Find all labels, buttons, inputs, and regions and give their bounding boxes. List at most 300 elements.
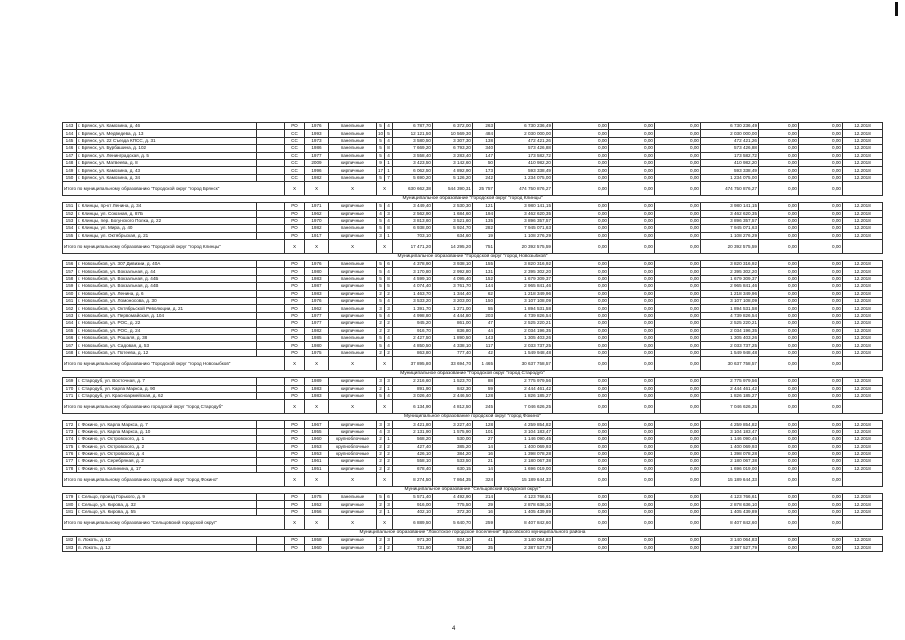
table-cell [257,544,285,551]
table-cell: 4 [385,342,393,349]
table-cell: 12.2018 [843,450,883,457]
table-cell: РО [285,334,305,341]
table-cell [257,385,285,392]
table-cell: 1 146 090,45 [495,436,553,443]
group-heading-row [63,487,883,494]
table-cell: 0,00 [799,342,843,349]
table-cell: 3 107 108,09 [495,298,553,305]
table-cell: 0,00 [655,210,701,217]
table-cell: 3 [385,421,393,428]
table-cell: 2 [385,544,393,551]
table-cell: 836,80 [433,327,473,334]
table-cell: 0,00 [609,428,655,435]
table-row [63,123,883,130]
table-cell: 0,00 [553,261,609,268]
table-cell: 1976 [305,123,329,130]
table-cell: 12.2018 [843,392,883,399]
subtotal-z5: 0,00 [799,240,843,254]
table-cell: 12.2018 [843,225,883,232]
table-cell [257,174,285,181]
table-cell: 1962 [305,210,329,217]
table-cell: 384,20 [433,450,473,457]
table-cell: г. Клинцы, ул. Мира, д. 40 [77,225,257,232]
group-heading: Муниципальное образование городской округ "город Фокино" [63,414,883,421]
table-cell: 150 [63,174,77,181]
table-cell: 0,00 [553,275,609,282]
table-cell: 0,00 [759,305,799,312]
table-cell: СС [285,159,305,166]
table-cell: 0,00 [799,501,843,508]
table-cell: 0,00 [553,465,609,472]
housing-register-table [62,122,883,552]
table-cell: 891,90 [393,385,433,392]
table-cell: 6 730 236,49 [495,123,553,130]
table-cell: 2 [385,450,393,457]
table-cell: 1960 [305,436,329,443]
table-cell [257,494,285,501]
table-cell: 0,00 [799,305,843,312]
subtotal-area: 630 662,38 [393,182,433,196]
table-cell: 0,00 [759,275,799,282]
table-cell: 634,60 [433,232,473,239]
table-cell: г. Брянск, ул. Медведева, д. 13 [77,130,257,137]
table-cell: 1 549 948,48 [495,349,553,356]
table-row [63,145,883,152]
table-cell: 160 [63,290,77,297]
table-cell: 3 140 064,83 [701,537,759,544]
table-cell: 4 739 826,54 [495,312,553,319]
table-cell: 2 180 067,38 [701,458,759,465]
table-cell: кирпичные [329,508,377,515]
table-cell: панельные [329,261,377,268]
table-cell: 138 [473,137,495,144]
table-cell: 1958 [305,537,329,544]
table-cell: 0,00 [655,508,701,515]
table-cell: 1 400 069,93 [701,443,759,450]
table-cell: 1976 [305,298,329,305]
table-cell: 12.2018 [843,312,883,319]
table-cell: 3 107 108,09 [701,298,759,305]
table-cell: 4 [385,312,393,319]
table-cell: 12.2018 [843,537,883,544]
table-cell: 5 [377,392,385,399]
table-cell: 8 [385,275,393,282]
table-cell [257,320,285,327]
table-cell: панельные [329,275,377,282]
table-cell: 0,00 [759,290,799,297]
table-cell: 1953 [305,443,329,450]
subtotal-label: Итого по муниципальному образованию "Городской округ "город Клинцы" [63,240,285,254]
table-cell: 484 [473,130,495,137]
table-cell: кирпичные [329,232,377,239]
table-cell: 1 [385,232,393,239]
table-cell: 1 826 185,27 [701,392,759,399]
table-cell: 1953 [305,450,329,457]
table-cell: 178 [63,465,77,472]
table-cell: РО [285,210,305,217]
table-cell: 12.2018 [843,261,883,268]
table-cell: 5 [377,123,385,130]
table-cell: 4 [385,217,393,224]
table-cell: г. Брянск, ул. Камозина, д. 43 [77,167,257,174]
group-heading-row [63,414,883,421]
table-cell: 678,40 [393,465,433,472]
table-cell: СС [285,137,305,144]
table-cell: 0,00 [553,494,609,501]
table-cell: 44 [473,327,495,334]
table-cell: 2 [377,443,385,450]
table-cell: 0,00 [799,298,843,305]
table-cell: РО [285,494,305,501]
table-cell: 0,00 [759,145,799,152]
table-cell: 6 [385,494,393,501]
document-sheet [62,122,882,552]
subtotal-x3: X [329,182,377,196]
table-cell: 166 [63,334,77,341]
table-cell: 152 [63,210,77,217]
table-cell: 5 924,70 [433,225,473,232]
table-cell: 1996 [305,167,329,174]
table-cell: 0,00 [609,232,655,239]
table-cell: 12.2018 [843,130,883,137]
table-cell [257,145,285,152]
table-cell: 0,00 [799,428,843,435]
table-cell: г. Фокино, ул. Островского, д. 1 [77,436,257,443]
table-cell: 4 739 826,54 [701,312,759,319]
table-cell: 2 [385,320,393,327]
table-cell: кирпичные [329,298,377,305]
table-cell: 2 030 000,00 [701,130,759,137]
table-cell [257,342,285,349]
table-cell: 1971 [305,203,329,210]
subtotal-cost2: 20 392 575,59 [701,240,759,254]
table-cell: 0,00 [553,174,609,181]
table-cell: РО [285,450,305,457]
table-cell: 3 980 141,15 [495,203,553,210]
table-cell: 1 549 948,48 [701,349,759,356]
table-cell: 4 [377,210,385,217]
table-cell: 12.2018 [843,320,883,327]
table-cell: кирпичные [329,342,377,349]
table-cell: 4 492,90 [433,494,473,501]
table-cell: 1975 [305,494,329,501]
subtotal-cost2: 7 046 626,25 [701,400,759,414]
table-cell: 0,00 [609,342,655,349]
table-cell: РО [285,458,305,465]
table-cell: 0,00 [655,320,701,327]
table-cell: 945,20 [393,320,433,327]
table-cell: 6 787,70 [393,123,433,130]
table-cell: 0,00 [759,320,799,327]
table-cell: 1 398 078,28 [495,450,553,457]
table-cell: 1 400 069,93 [495,443,553,450]
table-cell: 0,00 [799,508,843,515]
subtotal-z2: 0,00 [609,473,655,487]
table-cell: 2 [377,320,385,327]
table-cell [257,275,285,282]
table-cell: РО [285,537,305,544]
subtotal-area2: 14 295,20 [433,240,473,254]
table-cell: 842,30 [433,385,473,392]
table-cell [257,225,285,232]
table-cell: 145 [63,137,77,144]
table-cell: 472 421,26 [701,137,759,144]
table-cell: 3 104 183,47 [495,428,553,435]
subtotal-z3: 0,00 [655,182,701,196]
table-cell [257,537,285,544]
table-cell: РО [285,436,305,443]
table-cell: 0,00 [553,537,609,544]
table-cell: 0,00 [799,421,843,428]
table-cell: 0,00 [799,458,843,465]
table-cell: 0,00 [553,305,609,312]
table-cell: 2 [377,458,385,465]
table-cell: 1961 [305,458,329,465]
table-cell: 161 [63,298,77,305]
subtotal-area: 37 895,80 [393,357,433,371]
table-cell: 4 [385,123,393,130]
subtotal-empty [843,240,883,254]
table-cell: 3 449,40 [393,203,433,210]
table-cell [257,283,285,290]
table-cell: 5 571,40 [393,494,433,501]
table-cell: 0,00 [655,167,701,174]
table-cell: 2 [385,349,393,356]
table-row [63,130,883,137]
table-cell: 0,00 [655,378,701,385]
subtotal-empty [843,182,883,196]
table-cell: кирпичные [329,385,377,392]
table-cell: 0,00 [553,544,609,551]
subtotal-x4: X [377,400,393,414]
table-cell: 0,00 [799,320,843,327]
table-cell: 135 [473,217,495,224]
table-cell: 0,00 [655,334,701,341]
table-cell: 2 [377,465,385,472]
table-cell: 0,00 [609,436,655,443]
table-cell: 0,00 [759,167,799,174]
table-cell: 0,00 [759,450,799,457]
table-cell: панельные [329,349,377,356]
table-cell: РО [285,443,305,450]
table-cell: 5 [377,145,385,152]
table-cell: кирпичные [329,217,377,224]
table-cell: 42 [473,349,495,356]
table-cell: 3 [377,232,385,239]
table-cell: г. Фокино, ул. Калинина, д. 17 [77,465,257,472]
table-cell: 12.2018 [843,298,883,305]
subtotal-x2: X [305,473,329,487]
table-cell: 3 283,40 [433,152,473,159]
table-cell: 159 [63,283,77,290]
table-cell: 0,00 [655,450,701,457]
table-cell [257,312,285,319]
table-cell: 12.2018 [843,436,883,443]
table-cell: 2 [377,544,385,551]
table-cell: 0,00 [759,392,799,399]
table-cell: 0,00 [759,465,799,472]
table-cell: 1970 [305,217,329,224]
table-cell: 1977 [305,320,329,327]
table-cell: 4 444,80 [433,312,473,319]
subtotal-empty [843,516,883,530]
table-cell: 0,00 [609,320,655,327]
table-cell: 0,00 [609,378,655,385]
table-cell: 410 982,20 [701,159,759,166]
table-cell: 8 [385,145,393,152]
table-cell: г. Новозыбков, ул. 307 Дивизии, д. 40А [77,261,257,268]
table-cell: 0,00 [759,443,799,450]
table-cell: 1987 [305,283,329,290]
table-cell: 0,00 [759,544,799,551]
table-cell: 175 [63,443,77,450]
table-cell: 924,10 [433,537,473,544]
table-cell: 427,40 [393,443,433,450]
table-cell: 5 [377,334,385,341]
table-cell: 0,00 [759,385,799,392]
table-cell: 0,00 [609,137,655,144]
table-cell: 14 [473,465,495,472]
subtotal-z3: 0,00 [655,516,701,530]
table-cell: РО [285,428,305,435]
table-cell: 0,00 [609,298,655,305]
table-row [63,174,883,181]
table-cell: 0,00 [655,494,701,501]
table-cell: 2 [377,327,385,334]
table-cell: 0,00 [553,268,609,275]
table-cell: 1 894 531,58 [495,305,553,312]
table-cell: 12.2018 [843,378,883,385]
table-cell: крупноблочные [329,436,377,443]
table-cell: 27 [473,436,495,443]
table-cell: РО [285,305,305,312]
table-cell: 12.2018 [843,203,883,210]
subtotal-z2: 0,00 [609,182,655,196]
table-row [63,305,883,312]
table-cell: 6 793,20 [433,145,473,152]
table-cell: 1952 [305,501,329,508]
group-heading-row [63,254,883,261]
table-cell: 5 [385,130,393,137]
subtotal-z1: 0,00 [553,240,609,254]
table-cell: 0,00 [553,385,609,392]
table-cell: 0,00 [553,378,609,385]
table-cell: 0,00 [799,312,843,319]
table-cell: 0,00 [799,334,843,341]
table-cell: 12.2018 [843,283,883,290]
table-cell: 0,00 [609,443,655,450]
table-cell: 55 [473,305,495,312]
table-cell: 1 826 185,27 [495,392,553,399]
table-row [63,210,883,217]
table-cell: 41 [473,537,495,544]
subtotal-z2: 0,00 [609,516,655,530]
subtotal-x2: X [305,240,329,254]
table-cell: 2 [377,385,385,392]
table-cell: 3 938,10 [433,261,473,268]
table-cell [257,210,285,217]
table-cell: 12.2018 [843,334,883,341]
table-cell: панельные [329,145,377,152]
table-cell: 5 [377,152,385,159]
table-cell: 0,00 [609,508,655,515]
table-cell [257,436,285,443]
table-cell: 12.2018 [843,123,883,130]
table-cell: 156 [63,261,77,268]
table-cell: 3 980 141,15 [701,203,759,210]
table-cell: 5 [377,174,385,181]
group-heading-row [63,196,883,203]
table-cell: 2 [385,465,393,472]
table-cell: 158 [63,275,77,282]
subtotal-x4: X [377,357,393,371]
table-row [63,290,883,297]
subtotal-z3: 0,00 [655,357,701,371]
table-cell: 0,00 [799,275,843,282]
table-cell: 0,00 [609,421,655,428]
table-cell: 0,00 [609,217,655,224]
table-cell: 3 [385,428,393,435]
table-cell: 0,00 [799,268,843,275]
table-cell: 5 126,20 [433,174,473,181]
table-cell: 0,00 [655,544,701,551]
table-cell: 3 761,70 [433,283,473,290]
table-cell: г. Новозыбков, ул. Потеева, д. 12 [77,349,257,356]
table-row [63,327,883,334]
table-row [63,203,883,210]
table-cell: 17 [378,167,384,173]
table-cell: 1 [385,436,393,443]
table-cell [257,508,285,515]
table-cell: 1917 [305,232,329,239]
table-cell: 1980 [305,268,329,275]
table-cell: 3 227,40 [433,421,473,428]
subtotal-cost: 20 392 575,59 [495,240,553,254]
table-row [63,342,883,349]
table-cell: РО [285,283,305,290]
table-cell: кирпичные [329,537,377,544]
table-cell: панельные [329,174,377,181]
table-cell: 21 [473,458,495,465]
table-cell: 177 [63,458,77,465]
table-cell: 0,00 [609,465,655,472]
subtotal-row [63,400,883,414]
table-cell: СС [285,130,305,137]
table-cell [257,261,285,268]
table-cell: 1983 [305,275,329,282]
table-cell: 12.2018 [843,268,883,275]
table-cell: 242 [473,174,495,181]
table-cell: 0,00 [655,465,701,472]
table-cell: 0,00 [655,443,701,450]
subtotal-z4: 0,00 [759,516,799,530]
table-cell: 1977 [305,312,329,319]
table-cell: 0,00 [609,283,655,290]
table-cell: 0,00 [609,494,655,501]
table-cell: 0,00 [759,174,799,181]
table-cell: г. Новозыбков, ул. РОС, д. 22 [77,320,257,327]
table-row [63,152,883,159]
table-cell: 2 446,50 [433,392,473,399]
table-cell: 62 [473,290,495,297]
table-cell: 0,00 [759,268,799,275]
table-cell: 8 [385,225,393,232]
subtotal-row [63,357,883,371]
table-cell: панельные [329,494,377,501]
subtotal-z3: 0,00 [655,400,701,414]
subtotal-x2: X [305,357,329,371]
table-cell: 1989 [305,378,329,385]
